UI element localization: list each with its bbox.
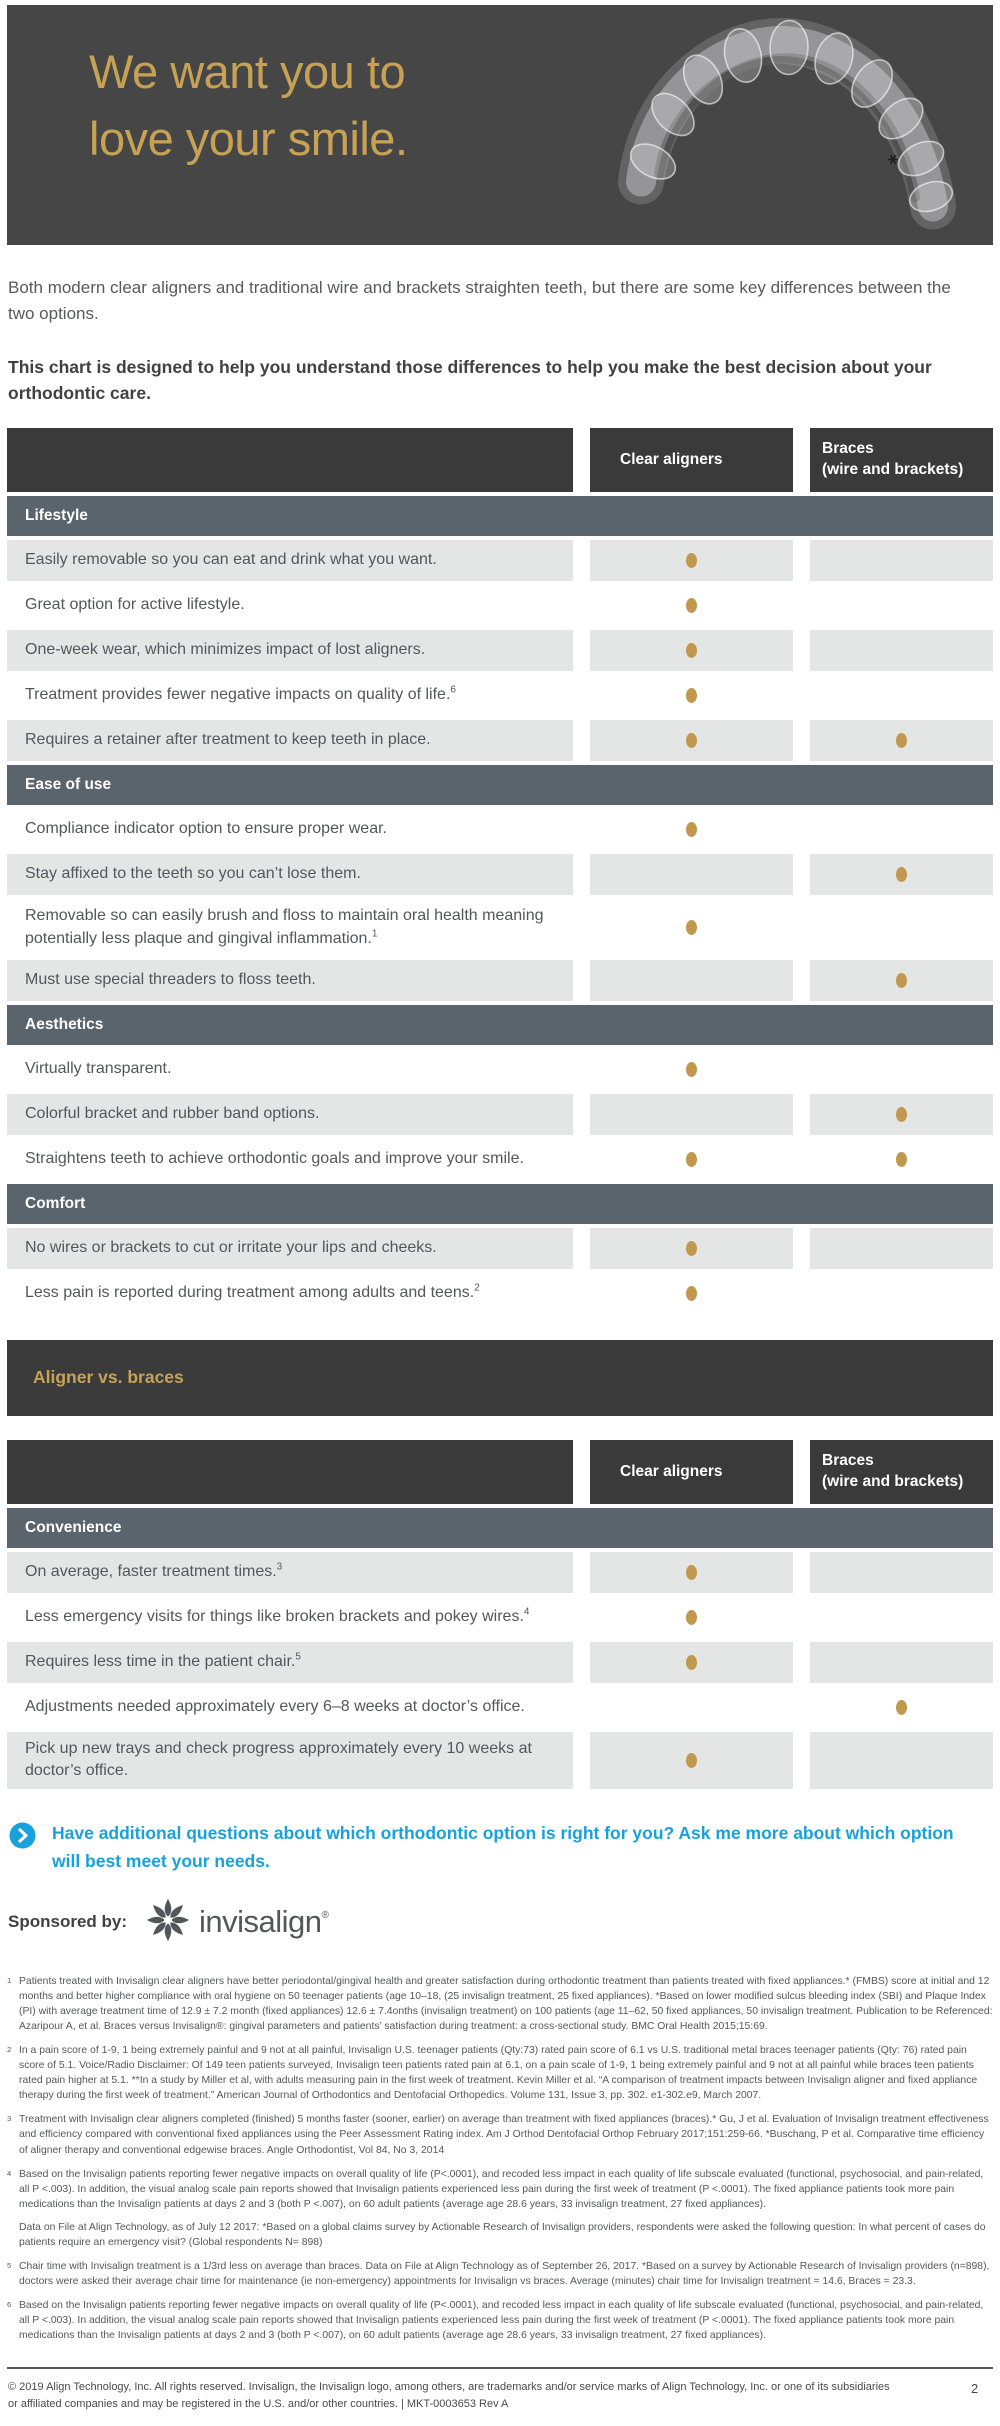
clear-aligners-cell: [590, 630, 793, 671]
feature-dot: [686, 1241, 697, 1256]
braces-cell: [810, 1732, 993, 1789]
feature-cell: [7, 675, 573, 716]
clear-aligners-cell: [590, 854, 793, 895]
braces-cell: [810, 854, 993, 895]
footnote-text: Patients treated with Invisalign clear aligners have better periodontal/gingival health and greater satisfaction during orthodontic treatment than patients treated with fixed appliances.* (FMBS) score at initial and 12 months and better higher compliance with oral hygiene on 50 teenager patients (age 10–18, (25 invisalign treatment, 25 fixed appliances). *Based on lower modified sulcus bleeding index (SBI) and Plaque Index (PI) with average treatment time of 12.9 ± 7.2 month (fixed appliances) 12.6 ± 7.4onths (invisalign treatment) on 100 patients (age 11–62, 50 fixed appliances, 50 invisalign treatment. Publication to be Referenced: Azaripour A, et al. Braces versus Invisalign®: gingival parameters and patients’ satisfaction during treatment: a cross-sectional study. BMC Oral Health 2015;15:69.: [19, 1975, 993, 2032]
feature-dot: [686, 1610, 697, 1625]
clear-aligners-cell: [590, 809, 793, 850]
intro-bold-paragraph: This chart is designed to help you understand those differences to help you make the best decision about your orthodontic care.: [8, 356, 932, 403]
feature-dot: [686, 643, 697, 658]
footnote-number: 1: [7, 1975, 12, 1985]
clear-aligners-cell: [590, 675, 793, 716]
braces-cell: [810, 960, 993, 1001]
clear-aligners-cell: [590, 1273, 793, 1314]
table-row: [7, 1642, 993, 1683]
row-label: Virtually transparent.: [25, 1060, 172, 1078]
clear-aligners-cell: [590, 1049, 793, 1090]
row-label: Removable so can easily brush and floss to maintain oral health meaning potentially less plaque and gingival inflammation.$^1$: [25, 907, 544, 947]
feature-dot: [686, 822, 697, 837]
footnote-text: In a pain score of 1-9, 1 being extremely painful and 9 not at all painful, Invisalign U.S. teenager patients (Qty:73) rated pain score of 6.1 vs U.S. traditional metal braces teenager patients (Qty: 76) rated pain score of 5.1. Voice/Radio Disclaimer: Of 149 teen patients surveyed, Invisalign teen patients rated pain at 6.1, on a pain scale of 1-9, 1 being extremely painful and 9 not at all painful while braces teen patients rated pain higher at 5.1. **In a study by Miller et al, with adults measuring pain in the first week of treatment. Kevin Miller et al. “A comparison of treatment impacts between Invisalign aligner and fixed appliance therapy during the first week of treatment.” American Journal of Orthodontics and Dentofacial Orthopedics. Volume 131, Issue 3, pp. 302. e1-302.e9, March 2007.: [19, 2045, 978, 2102]
clear-aligners-cell: [590, 1687, 793, 1728]
feature-dot: [896, 733, 907, 748]
cta-text: Have additional questions about which orthodontic option is right for you? Ask me more about which option will best meet your needs.: [52, 1822, 954, 1871]
feature-cell: [7, 960, 573, 1001]
feature-cell: [7, 1552, 573, 1593]
section-header: Convenience: [7, 1508, 993, 1548]
cta-callout: [9, 1819, 993, 1875]
feature-cell: [7, 585, 573, 626]
braces-cell: [810, 1049, 993, 1090]
feature-dot: [686, 733, 697, 748]
row-label: Stay affixed to the teeth so you can’t lose them.: [25, 865, 361, 883]
clear-aligners-cell: [590, 899, 793, 956]
copyright-text: © 2019 Align Technology, Inc. All rights reserved. Invisalign, the Invisalign logo, among others, are trademarks and/or service marks of Align Technology, Inc. or one of its subsidiaries or affiliated companies and may be registered in the U.S. and/or other countries. | MKT-0003653 Rev A: [8, 2381, 890, 2410]
row-label: Must use special threaders to floss teeth.: [25, 971, 316, 989]
page-number: 2: [971, 2381, 979, 2397]
feature-dot: [686, 1753, 697, 1768]
footnote: [7, 2259, 993, 2289]
chevron-right-circle-icon: [9, 1822, 36, 1849]
table-row: [7, 1273, 993, 1314]
braces-cell: [810, 1228, 993, 1269]
braces-cell: [810, 1552, 993, 1593]
aligner-vs-braces-label: Aligner vs. braces: [33, 1367, 184, 1388]
braces-cell: [810, 1642, 993, 1683]
table-row: [7, 960, 993, 1001]
braces-cell: [810, 720, 993, 761]
table-row: [7, 1228, 993, 1269]
feature-dot: [686, 598, 697, 613]
table-header: [7, 1440, 993, 1504]
braces-cell: [810, 1687, 993, 1728]
braces-cell: [810, 630, 993, 671]
column-header-braces: Braces (wire and brackets): [810, 428, 993, 492]
feature-cell: [7, 1687, 573, 1728]
feature-dot: [896, 1107, 907, 1122]
hero-title-line2: love your smile.: [89, 111, 408, 165]
footnote: [7, 2298, 993, 2343]
table-header-spacer: [7, 1440, 573, 1504]
table-row: [7, 630, 993, 671]
feature-dot: [896, 1152, 907, 1167]
clear-aligners-cell: [590, 960, 793, 1001]
sponsored-by-label: Sponsored by:: [8, 1912, 128, 1932]
table-header-spacer: [7, 428, 573, 492]
section-header: Ease of use: [7, 765, 993, 805]
invisalign-starburst-icon: [145, 1897, 191, 1948]
footnote: [7, 2112, 993, 2157]
feature-dot: [686, 688, 697, 703]
footnote: [7, 2167, 993, 2250]
footnote-text: Chair time with Invisalign treatment is a 1/3rd less on average than braces. Data on File at Align Technology as of September 26, 2017. *Based on a survey by Actionable Research of Invisalign providers (n=898), doctors were asked their average chair time for maintenance (ie non-emergency) appointments for Invisalign vs braces. Average (minutes) chair time for Invisalign treatment = 14.6, Braces = 23.3.: [19, 2261, 990, 2288]
row-label: Pick up new trays and check progress approximately every 10 weeks at doctor’s office.: [25, 1739, 532, 1780]
feature-cell: [7, 1732, 573, 1789]
table-row: [7, 854, 993, 895]
feature-cell: [7, 854, 573, 895]
braces-cell: [810, 1597, 993, 1638]
aligner-vs-braces-band: [7, 1340, 993, 1416]
feature-cell: [7, 630, 573, 671]
clear-aligners-cell: [590, 540, 793, 581]
feature-dot: [896, 1700, 907, 1715]
clear-aligners-cell: [590, 1597, 793, 1638]
feature-cell: [7, 899, 573, 956]
hero-banner: [7, 5, 993, 245]
table-row: [7, 720, 993, 761]
row-label: Compliance indicator option to ensure proper wear.: [25, 820, 387, 838]
table-row: [7, 1094, 993, 1135]
page-footer: [7, 2367, 993, 2426]
row-label: Adjustments needed approximately every 6–8 weeks at doctor’s office.: [25, 1698, 525, 1716]
clear-aligners-cell: [590, 720, 793, 761]
hero-title-line1: We want you to: [89, 45, 406, 98]
footnote-number: 2: [7, 2045, 12, 2055]
row-label: Less emergency visits for things like broken brackets and pokey wires.$^4$: [25, 1606, 530, 1626]
feature-cell: [7, 1597, 573, 1638]
row-label: Easily removable so you can eat and drink what you want.: [25, 551, 437, 569]
table-header: [7, 428, 993, 492]
feature-dot: [686, 920, 697, 935]
table-row: [7, 1049, 993, 1090]
feature-cell: [7, 1642, 573, 1683]
feature-cell: [7, 1094, 573, 1135]
section-header: Lifestyle: [7, 496, 993, 536]
table-row: [7, 1732, 993, 1789]
column-header-clear-aligners: Clear aligners: [590, 428, 793, 492]
comparison-table-1: [7, 428, 993, 1314]
footnote-text: Based on the Invisalign patients reporting fewer negative impacts on overall quality of life (P<.0001), and recoded less impact in each quality of life subscale evaluated (functional, psychosocial, and pain-related, all P <.003). In addition, the visual analog scale pain reports showed that Invisalign patients experienced less pain during the first week of treatment (P <.0001). The fixed appliance patients took more pain medications than the Invisalign patients at days 2 and 3 (both P <.007), on 60 adult patients (average age 28.6 years, 33 invisalign treatment, 27 fixed appliances). Data on File at Align Technology, as of July 12 2017: *Based on a global claims survey by Actionable Research of Invisalign providers, respondents were asked the following question: In what percent of cases do patients require an emergency visit? (Global respondents N= 898): [19, 2168, 986, 2248]
feature-dot: [686, 553, 697, 568]
row-label: Great option for active lifestyle.: [25, 596, 245, 614]
table-row: [7, 809, 993, 850]
footnotes-section: [7, 1974, 993, 2344]
comparison-table-2: [7, 1440, 993, 1789]
invisalign-wordmark: invisalign®: [199, 1904, 329, 1940]
braces-cell: [810, 899, 993, 956]
clear-aligners-cell: [590, 1552, 793, 1593]
feature-cell: [7, 1228, 573, 1269]
clear-aligners-cell: [590, 1642, 793, 1683]
feature-dot: [686, 1655, 697, 1670]
feature-dot: [686, 1062, 697, 1077]
section-header: Comfort: [7, 1184, 993, 1224]
row-label: On average, faster treatment times.$^3$: [25, 1561, 283, 1581]
table-row: [7, 1552, 993, 1593]
clear-aligners-cell: [590, 1139, 793, 1180]
row-label: Treatment provides fewer negative impacts on quality of life.$^6$: [25, 685, 456, 704]
feature-dot: [896, 973, 907, 988]
row-label: Requires a retainer after treatment to keep teeth in place.: [25, 731, 431, 749]
table-body: [7, 496, 993, 1314]
clear-aligners-cell: [590, 585, 793, 626]
footnote: [7, 1974, 993, 2034]
braces-cell: [810, 585, 993, 626]
row-label: Requires less time in the patient chair.$^5$: [25, 1651, 301, 1671]
feature-cell: [7, 1049, 573, 1090]
row-label: Colorful bracket and rubber band options.: [25, 1105, 320, 1123]
table-row: [7, 675, 993, 716]
table-row: [7, 1687, 993, 1728]
footnote-text: Treatment with Invisalign clear aligners completed (finished) 5 months faster (sooner, earlier) on average than treatment with fixed appliances (braces).* Gu, J et al. Evaluation of Invisalign treatment effectiveness and efficiency compared with conventional fixed appliances using the Peer Assessment Rating index. Am J Orthod Dentofacial Orthop February 2017;151:259-66. *Buschang, P et al. Comparative time efficiency of aligner therapy and conventional edgewise braces. Angle Orthodontist, Vol 84, No 3, 2014: [19, 2114, 989, 2156]
feature-cell: [7, 809, 573, 850]
row-label: Straightens teeth to achieve orthodontic goals and improve your smile.: [25, 1150, 524, 1168]
braces-cell: [810, 1139, 993, 1180]
sponsor-row: [8, 1897, 993, 1948]
footnote-number: 5: [7, 2261, 12, 2270]
feature-cell: [7, 1273, 573, 1314]
footnote-number: 3: [7, 2114, 12, 2124]
braces-cell: [810, 809, 993, 850]
clear-aligner-photo: [591, 9, 971, 239]
footnote-number: 6: [7, 2300, 12, 2310]
feature-cell: [7, 540, 573, 581]
table-row: [7, 899, 993, 956]
section-header: Aesthetics: [7, 1005, 993, 1045]
table-row: [7, 585, 993, 626]
clear-aligners-cell: [590, 1094, 793, 1135]
table-row: [7, 540, 993, 581]
table-row: [7, 1597, 993, 1638]
braces-cell: [810, 1273, 993, 1314]
table-body: [7, 1508, 993, 1789]
footnote: [7, 2043, 993, 2103]
braces-cell: [810, 675, 993, 716]
column-header-clear-aligners: Clear aligners: [590, 1440, 793, 1504]
row-label: No wires or brackets to cut or irritate your lips and cheeks.: [25, 1239, 437, 1257]
clear-aligners-cell: [590, 1732, 793, 1789]
clear-aligners-cell: [590, 1228, 793, 1269]
table-row: [7, 1139, 993, 1180]
footnote-number: 4: [7, 2168, 12, 2178]
feature-cell: [7, 720, 573, 761]
row-label: One-week wear, which minimizes impact of lost aligners.: [25, 641, 426, 659]
feature-dot: [686, 1565, 697, 1580]
feature-dot: [896, 867, 907, 882]
feature-cell: [7, 1139, 573, 1180]
feature-dot: [686, 1286, 697, 1301]
footnote-text: Based on the Invisalign patients reporting fewer negative impacts on overall quality of life (P<.0001), and recoded less impact in each quality of life subscale evaluated (functional, psychosocial, and pain-related, all P <.003). In addition, the visual analog scale pain reports showed that Invisalign patients experienced less pain during the first week of treatment (P <.0001). The fixed appliance patients took more pain medications than the Invisalign patients at days 2 and 3 (both P <.007), on 60 adult patients (average age 28.6 years, 33 invisalign treatment, 27 fixed appliances).: [19, 2300, 984, 2342]
column-header-braces: Braces (wire and brackets): [810, 1440, 993, 1504]
registered-mark: ®: [321, 1910, 329, 1922]
braces-cell: [810, 1094, 993, 1135]
feature-dot: [686, 1152, 697, 1167]
intro-paragraph: Both modern clear aligners and traditional wire and brackets straighten teeth, but there are some key differences between the two options.: [8, 278, 951, 324]
row-label: Less pain is reported during treatment among adults and teens.$^2$: [25, 1282, 480, 1302]
braces-cell: [810, 540, 993, 581]
